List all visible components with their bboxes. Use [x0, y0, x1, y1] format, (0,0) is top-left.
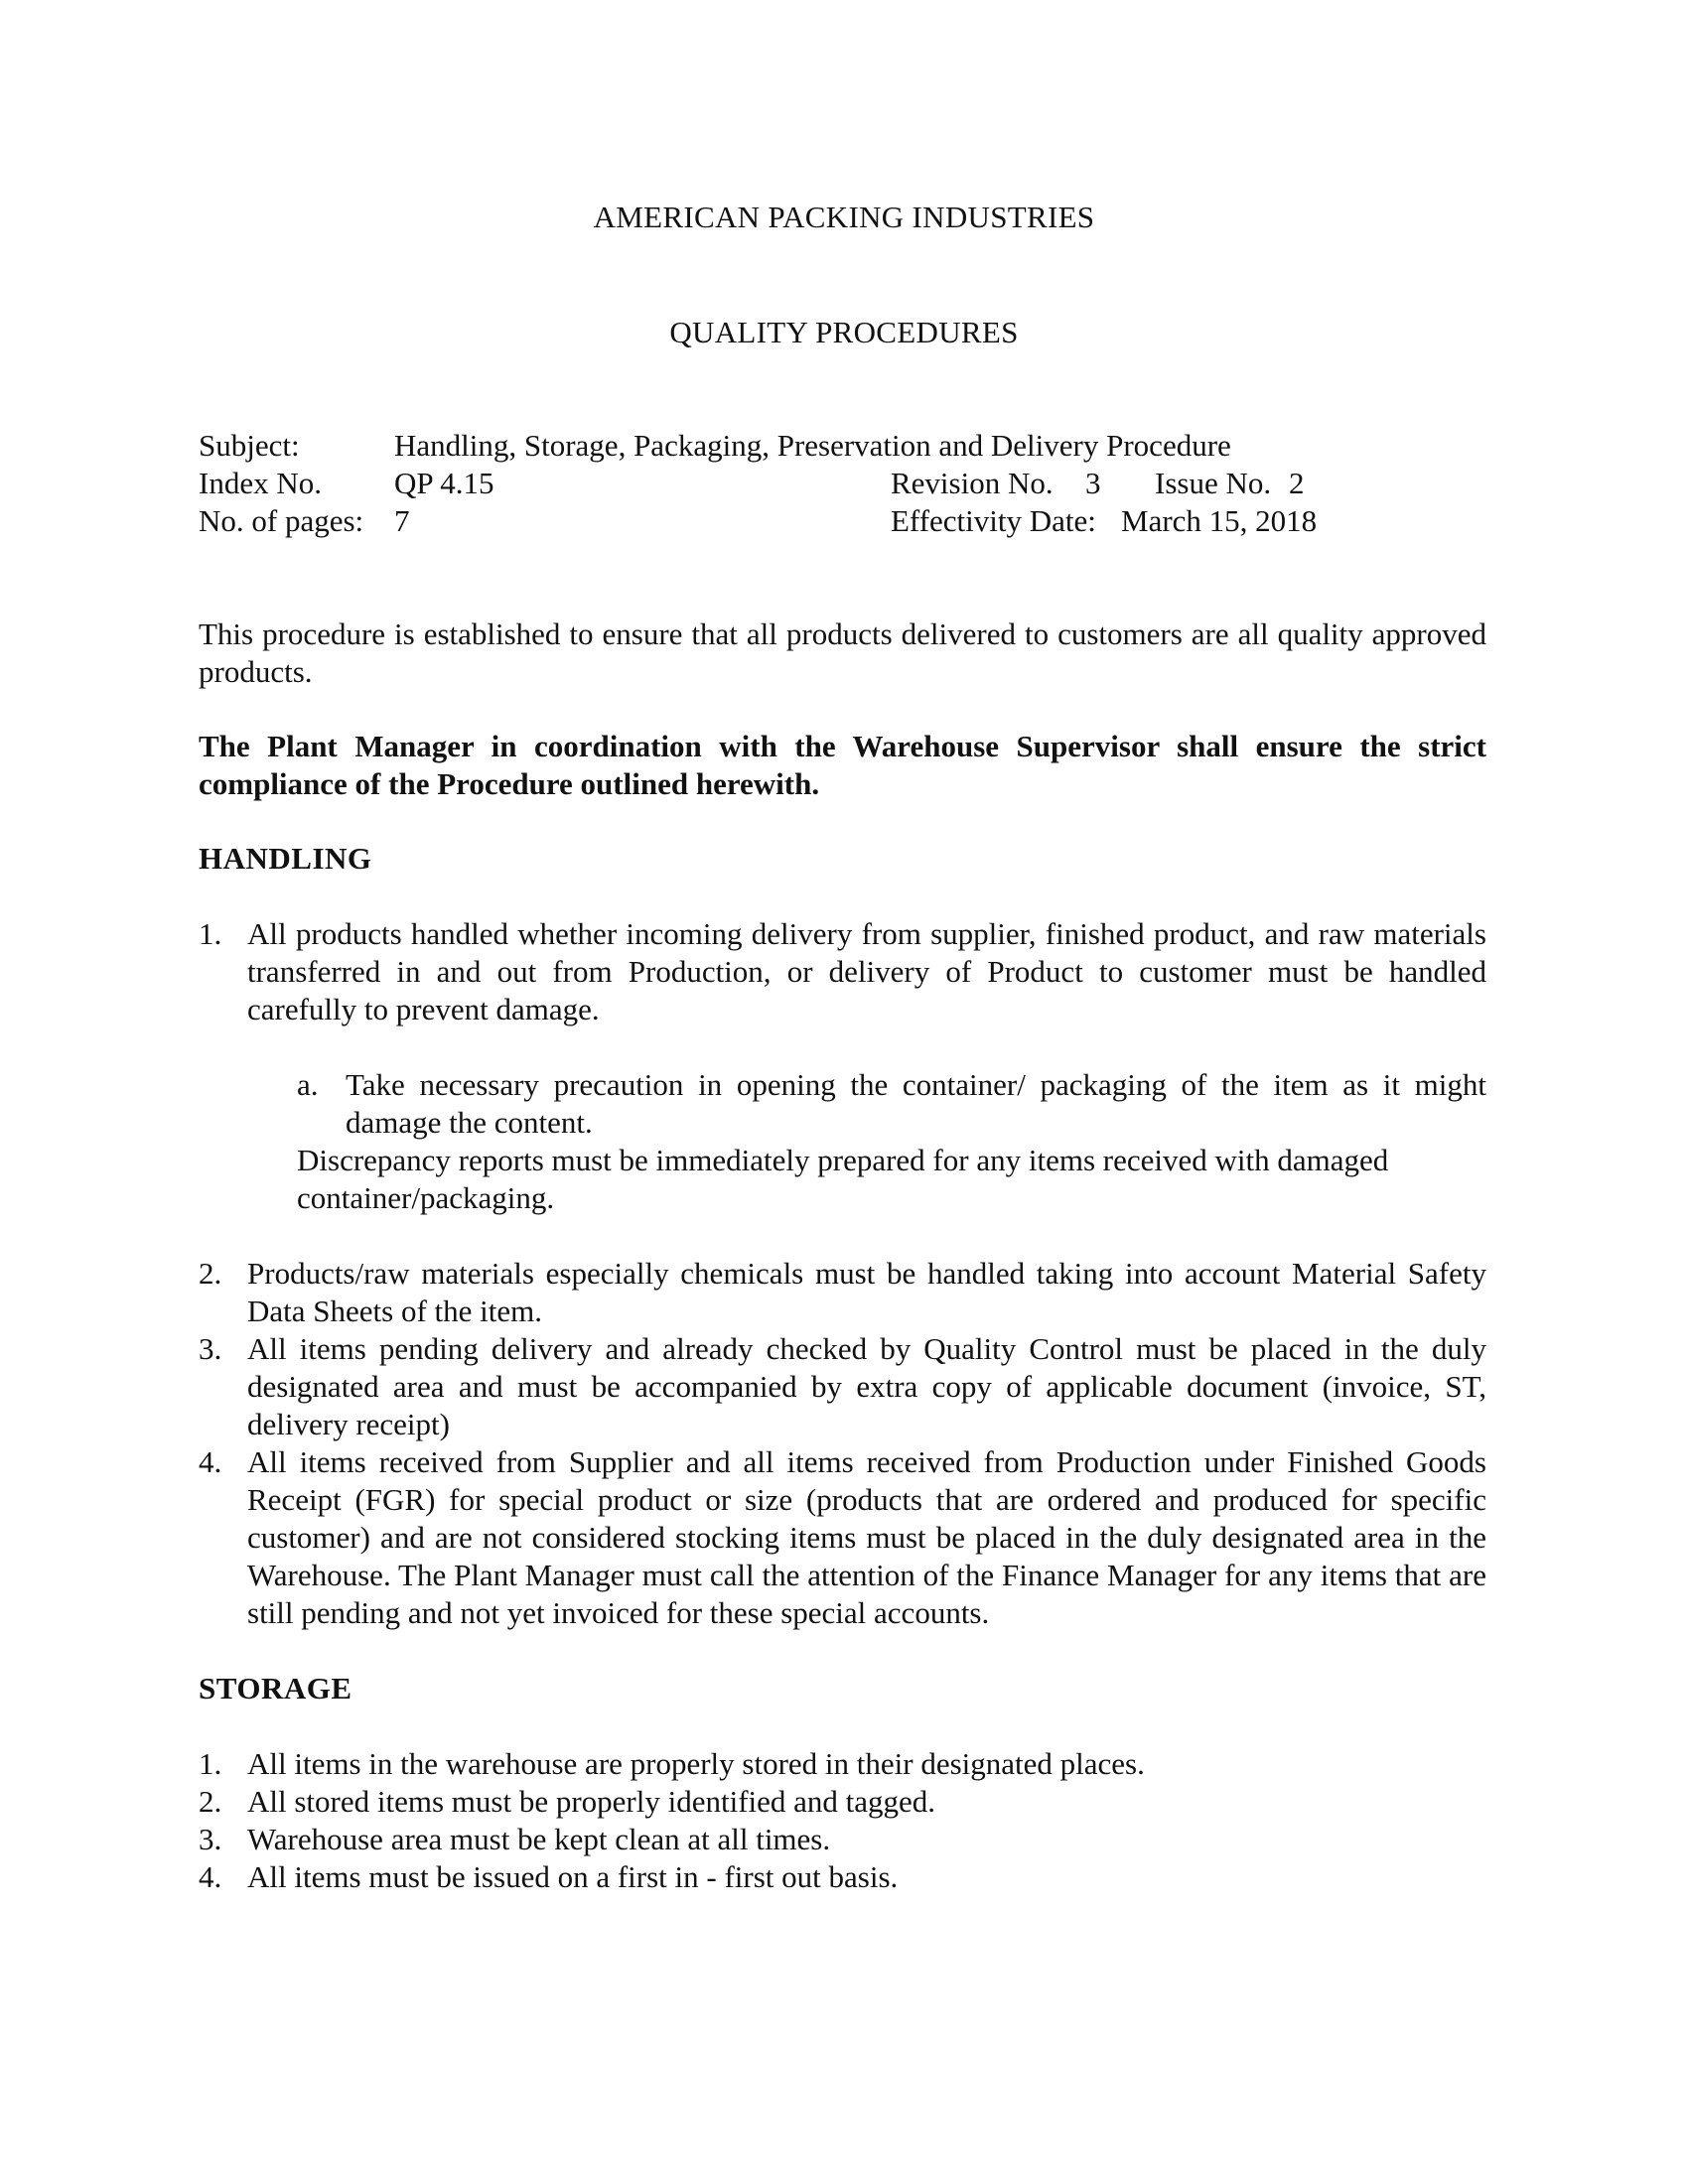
- list-item: [199, 1745, 1486, 1783]
- list-item: [199, 1783, 1486, 1821]
- list-item: [199, 915, 1486, 1028]
- list-number: 1.: [199, 1746, 222, 1781]
- list-text: All stored items must be properly identified and tagged.: [247, 1784, 936, 1819]
- list-text: All items in the warehouse are properly stored in their designated places.: [247, 1746, 1145, 1781]
- subject-value: Handling, Storage, Packaging, Preservation and Delivery Procedure: [394, 428, 1231, 463]
- list-text: Warehouse area must be kept clean at all times.: [247, 1822, 831, 1856]
- list-item: [199, 1443, 1486, 1632]
- list-text: All products handled whether incoming delivery from supplier, finished product, and raw materials transferred in and out from Production, or delivery of Product to customer must be handled carefully to prevent damage.: [247, 916, 1486, 1026]
- subject-label: Subject:: [199, 428, 300, 463]
- handling-sub-list: [297, 1066, 1486, 1217]
- discrepancy-note: Discrepancy reports must be immediately prepared for any items received with damaged container/packaging.: [297, 1143, 1389, 1215]
- list-text: All items received from Supplier and all items received from Production under Finished Goods Receipt (FGR) for special product or size (products that are ordered and produced for specific customer) and are not considered stocking items must be placed in the duly designated area in the Warehouse. The Plant Manager must call the attention of the Finance Manager for any items that are still pending and not yet invoiced for these special accounts.: [247, 1444, 1486, 1630]
- list-item: [199, 1821, 1486, 1858]
- responsibility-statement: The Plant Manager in coordination with the Warehouse Supervisor shall ensure the strict compliance of the Procedure outlined herewith.: [199, 729, 1486, 801]
- effectivity-value: March 15, 2018: [1121, 503, 1318, 538]
- meta-row-subject: [199, 427, 1489, 465]
- list-number: 2.: [199, 1256, 222, 1291]
- handling-heading: HANDLING: [199, 841, 372, 876]
- sub-list-letter: a.: [297, 1067, 319, 1102]
- index-label: Index No.: [199, 466, 322, 500]
- list-number: 3.: [199, 1331, 222, 1366]
- issue-label: Issue No.: [1155, 466, 1272, 500]
- meta-row-pages: [199, 502, 1489, 540]
- sub-list-text: Take necessary precaution in opening the container/ packaging of the item as it might damage the content.: [346, 1067, 1486, 1140]
- issue-value: 2: [1289, 466, 1305, 500]
- list-text: All items must be issued on a first in - first out basis.: [247, 1859, 899, 1894]
- handling-list-part2: [199, 1255, 1486, 1632]
- list-number: 4.: [199, 1859, 222, 1894]
- document-title: QUALITY PROCEDURES: [669, 315, 1019, 349]
- pages-label: No. of pages:: [199, 503, 364, 538]
- revision-value: 3: [1085, 466, 1101, 500]
- sub-list-item: [297, 1066, 1486, 1142]
- list-text: All items pending delivery and already checked by Quality Control must be placed in the duly designated area and must be accompanied by extra copy of applicable document (invoice, ST, delivery receipt): [247, 1331, 1486, 1441]
- storage-list: [199, 1745, 1486, 1896]
- revision-label: Revision No.: [891, 466, 1054, 500]
- document-meta: [199, 427, 1489, 540]
- list-number: 3.: [199, 1822, 222, 1856]
- list-item: [199, 1858, 1486, 1896]
- storage-heading: STORAGE: [199, 1671, 352, 1706]
- list-number: 4.: [199, 1444, 222, 1479]
- index-value: QP 4.15: [394, 466, 494, 500]
- pages-value: 7: [394, 503, 410, 538]
- intro-paragraph: This procedure is established to ensure that all products delivered to customers are all quality approved products.: [199, 616, 1486, 689]
- list-item: [199, 1255, 1486, 1330]
- handling-list-part1: [199, 915, 1486, 1028]
- company-name: AMERICAN PACKING INDUSTRIES: [593, 200, 1095, 234]
- list-number: 2.: [199, 1784, 222, 1819]
- meta-row-index: [199, 465, 1489, 502]
- list-item: [199, 1330, 1486, 1443]
- list-number: 1.: [199, 916, 222, 951]
- effectivity-label: Effectivity Date:: [891, 503, 1096, 538]
- list-text: Products/raw materials especially chemicals must be handled taking into account Material Safety Data Sheets of the item.: [247, 1256, 1486, 1328]
